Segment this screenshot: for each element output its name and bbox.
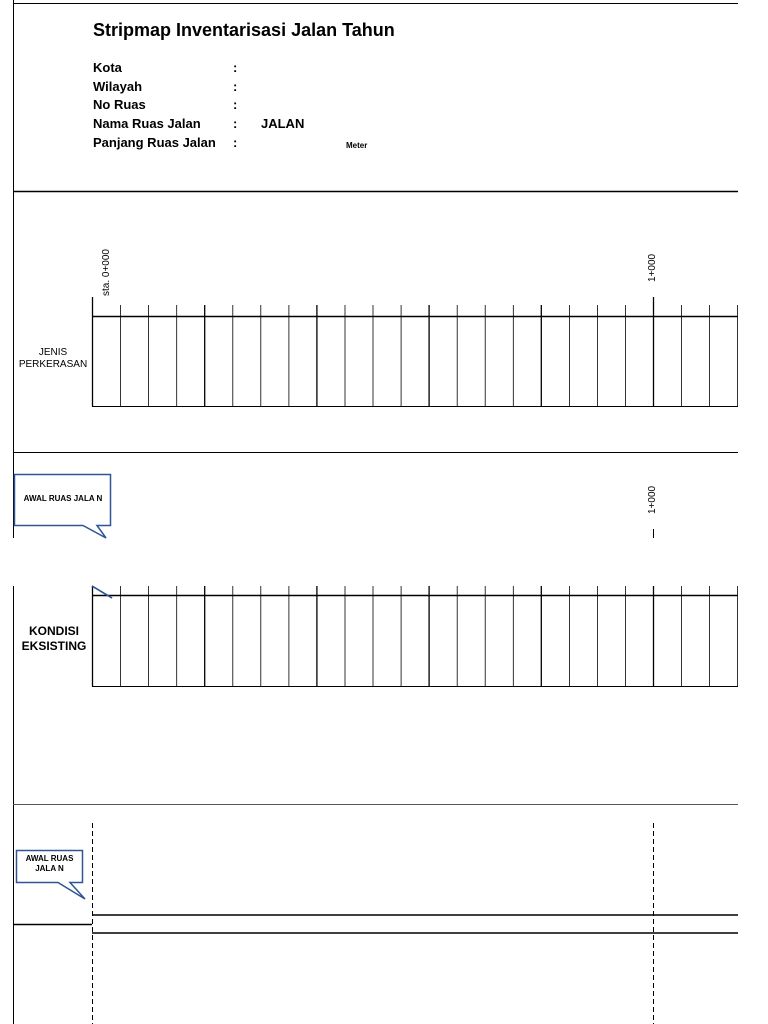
station-label-km1-kondisi: 1+000 [647, 485, 658, 514]
field-label-panjang-ruas: Panjang Ruas Jalan [93, 135, 216, 150]
section-label-line: JENIS [38, 347, 68, 358]
field-label-wilayah: Wilayah [93, 79, 143, 94]
callout-bottom-text [17, 854, 82, 874]
field-colon: : [233, 116, 238, 131]
field-label-no-ruas: No Ruas [93, 97, 146, 112]
field-colon: : [233, 135, 238, 150]
callout-line: AWAL RUAS [25, 854, 74, 863]
unit-label: Meter [346, 141, 368, 150]
callout-top-text: AWAL RUAS JALA N [23, 494, 103, 503]
section-label-line: EKSISTING [21, 639, 87, 653]
field-label-kota: Kota [93, 60, 122, 75]
field-colon: : [233, 60, 238, 75]
field-colon: : [233, 79, 238, 94]
field-value-nama-ruas: JALAN [261, 116, 305, 131]
station-label-km1: 1+000 [647, 253, 658, 282]
page-title: Stripmap Inventarisasi Jalan Tahun [93, 20, 395, 40]
field-label-nama-ruas: Nama Ruas Jalan [93, 116, 201, 131]
station-label-start: sta. 0+000 [101, 249, 112, 296]
section-label-line: KONDISI [28, 624, 79, 638]
section-label-line: PERKERASAN [18, 359, 88, 370]
callout-line: JALA N [35, 864, 64, 873]
field-colon: : [233, 97, 238, 112]
